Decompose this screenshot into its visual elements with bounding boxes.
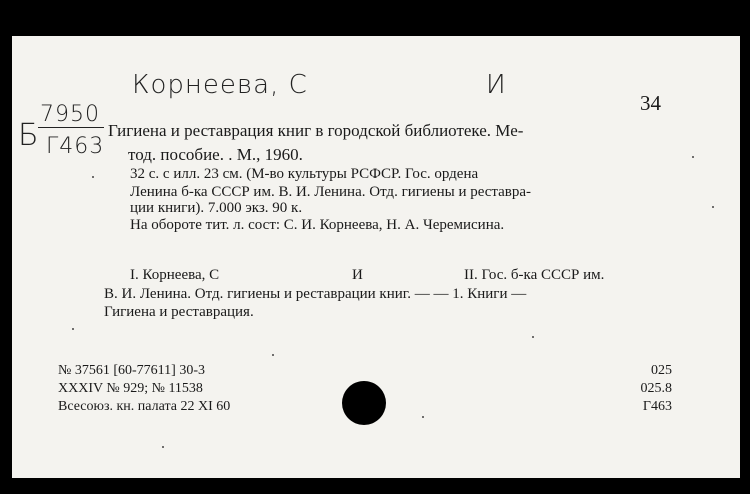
scan-speck (92, 176, 94, 178)
handwritten-author: Корнеева, С (132, 70, 308, 100)
handwritten-initial: И (486, 70, 507, 100)
title-line-1: Гигиена и реставрация книг в городской библиотеке. Ме- (108, 121, 524, 140)
footer-class-code-1: 025 (651, 363, 672, 378)
punch-hole (342, 381, 386, 425)
tracing-1-initial: И (352, 267, 363, 283)
description-line-3: ции книги). 7.000 экз. 90 к. (130, 200, 303, 216)
catalog-card (12, 36, 740, 478)
scan-speck (422, 416, 424, 418)
footer-author-mark: Г463 (642, 399, 672, 414)
shelf-prefix: Б (18, 118, 40, 153)
scan-speck (72, 328, 74, 330)
scan-speck (272, 354, 274, 356)
footer-record-number: № 37561 [60-77611] 30-3 (58, 363, 205, 378)
tracing-2-institution: II. Гос. б-ка СССР им. (464, 267, 605, 283)
description-line-2: Ленина б-ка СССР им. В. И. Ленина. Отд. гигиены и реставра- (130, 184, 532, 200)
footer-series-numbers: XXXIV № 929; № 11538 (58, 381, 203, 396)
footer-chamber-date: Всесоюз. кн. палата 22 XI 60 (58, 399, 231, 414)
title-line-2: тод. пособие. . М., 1960. (128, 145, 303, 164)
tracing-1-author: I. Корнеева, С (130, 267, 220, 283)
scan-speck (162, 446, 164, 448)
scan-speck (532, 336, 534, 338)
shelf-number-top: 7950 (38, 102, 104, 128)
footer-class-code-2: 025.8 (640, 381, 672, 396)
scan-speck (712, 206, 714, 208)
tracing-line-3: Гигиена и реставрация. (104, 304, 254, 320)
card-number: 34 (640, 91, 661, 115)
scan-speck (692, 156, 694, 158)
description-line-4: На обороте тит. л. сост: С. И. Корнеева, Н. А. Черемисина. (130, 217, 505, 233)
shelf-number-bottom: Г463 (46, 134, 105, 159)
description-line-1: 32 с. с илл. 23 см. (М-во культуры РСФСР. Гос. ордена (130, 166, 479, 182)
tracing-line-2: В. И. Ленина. Отд. гигиены и реставрации книг. — — 1. Книги — (104, 286, 527, 302)
